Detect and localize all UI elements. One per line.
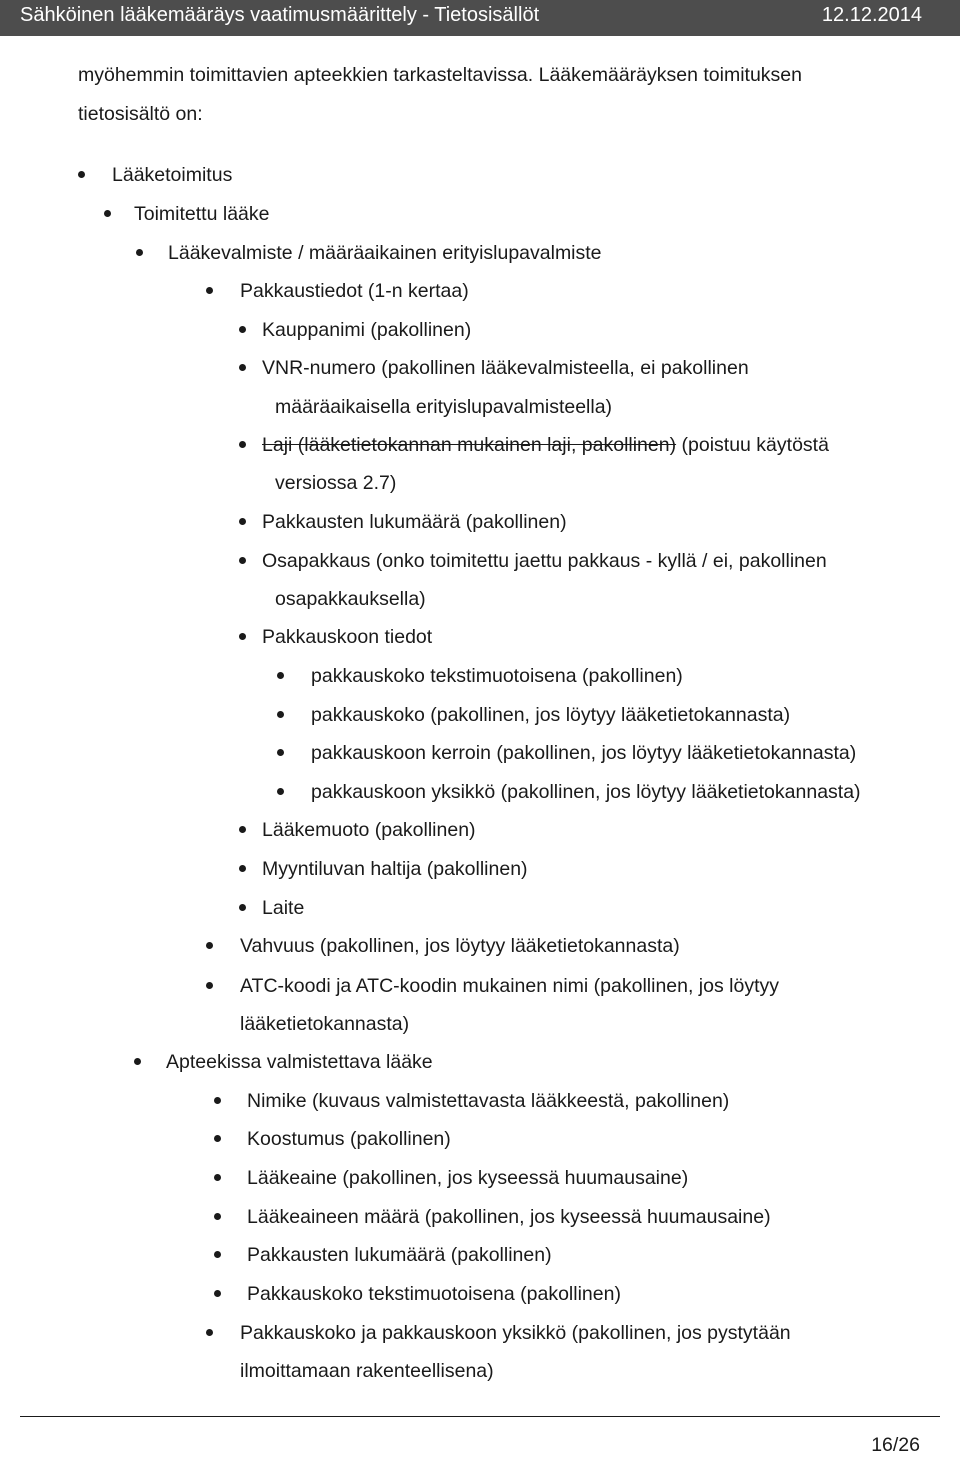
- bullet: [136, 249, 143, 256]
- list-item-kauppanimi: Kauppanimi (pakollinen): [262, 319, 472, 341]
- list-item-laakevalmiste: Lääkevalmiste / määräaikainen erityislupavalmiste: [168, 242, 602, 264]
- list-item-atc-koodi-cont: lääketietokannasta): [240, 1013, 410, 1035]
- list-item-pakkauskoon-kerroin: pakkauskoon kerroin (pakollinen, jos löytyy lääketietokannasta): [311, 742, 857, 764]
- bullet: [78, 171, 85, 178]
- struck-text: Laji (lääketietokannan mukainen laji, pakollinen): [262, 434, 677, 456]
- bullet: [239, 326, 246, 333]
- bullet: [277, 711, 284, 718]
- bullet: [239, 633, 246, 640]
- list-item-vnr-numero: VNR-numero (pakollinen lääkevalmisteella, ei pakollinen: [262, 357, 749, 379]
- bullet: [239, 364, 246, 371]
- bullet: [214, 1290, 221, 1297]
- list-item-laaketoimitus: Lääketoimitus: [112, 164, 233, 186]
- bullet: [239, 904, 246, 911]
- list-item-pakkausten-lukumaara-2: Pakkausten lukumäärä (pakollinen): [247, 1244, 552, 1266]
- footer-divider: [20, 1416, 940, 1417]
- intro-line-2: tietosisältö on:: [78, 103, 203, 125]
- list-item-laji: [262, 433, 829, 457]
- bullet: [206, 287, 213, 294]
- bullet: [277, 788, 284, 795]
- bullet: [206, 982, 213, 989]
- list-item-pakkauskoon-tiedot: Pakkauskoon tiedot: [262, 626, 433, 648]
- list-item-toimitettu-laake: Toimitettu lääke: [134, 203, 270, 225]
- bullet: [214, 1213, 221, 1220]
- list-item-pakkauskoon-yksikko: pakkauskoon yksikkö (pakollinen, jos löytyy lääketietokannasta): [311, 781, 861, 803]
- bullet: [239, 826, 246, 833]
- list-item-myyntiluvan-haltija: Myyntiluvan haltija (pakollinen): [262, 858, 528, 880]
- bullet: [104, 210, 111, 217]
- list-item-laite: Laite: [262, 897, 305, 919]
- bullet: [214, 1174, 221, 1181]
- list-item-laakemuoto: Lääkemuoto (pakollinen): [262, 819, 476, 841]
- list-item-pakkauskoko-yksikko: Pakkauskoko ja pakkauskoon yksikkö (pakollinen, jos pystytään: [240, 1322, 791, 1344]
- list-item-vahvuus: Vahvuus (pakollinen, jos löytyy lääketietokannasta): [240, 935, 680, 957]
- list-item-apteekissa-valmistettava: Apteekissa valmistettava lääke: [166, 1051, 433, 1073]
- document-title: Sähköinen lääkemääräys vaatimusmäärittely - Tietosisällöt: [20, 4, 540, 26]
- list-item-pakkausten-lukumaara: Pakkausten lukumäärä (pakollinen): [262, 511, 567, 533]
- bullet: [214, 1251, 221, 1258]
- list-item-pakkaustiedot: Pakkaustiedot (1-n kertaa): [240, 280, 469, 302]
- page-number: 16/26: [871, 1434, 920, 1456]
- bullet: [239, 441, 246, 448]
- list-item-laakeaineen-maara: Lääkeaineen määrä (pakollinen, jos kyseessä huumausaine): [247, 1206, 771, 1228]
- bullet: [277, 672, 284, 679]
- list-item-pakkauskoko-teksti: pakkauskoko tekstimuotoisena (pakollinen): [311, 665, 683, 687]
- intro-line-1: myöhemmin toimittavien apteekkien tarkasteltavissa. Lääkemääräyksen toimituksen: [78, 64, 802, 86]
- list-item-osapakkaus: Osapakkaus (onko toimitettu jaettu pakkaus - kyllä / ei, pakollinen: [262, 550, 827, 572]
- bullet: [239, 557, 246, 564]
- list-item-laji-cont: versiossa 2.7): [275, 472, 397, 494]
- bullet: [134, 1058, 141, 1065]
- bullet: [214, 1097, 221, 1104]
- list-item-vnr-numero-cont: määräaikaisella erityislupavalmisteella): [275, 396, 613, 418]
- list-item-pakkauskoko-yksikko-cont: ilmoittamaan rakenteellisena): [240, 1360, 494, 1382]
- bullet: [239, 518, 246, 525]
- list-item-laakeaine: Lääkeaine (pakollinen, jos kyseessä huumausaine): [247, 1167, 689, 1189]
- list-item-atc-koodi: ATC-koodi ja ATC-koodin mukainen nimi (pakollinen, jos löytyy: [240, 975, 780, 997]
- list-item-laji-note: (poistuu käytöstä: [676, 434, 829, 456]
- bullet: [239, 865, 246, 872]
- list-item-koostumus: Koostumus (pakollinen): [247, 1128, 451, 1150]
- list-item-pakkauskoko-teksti-2: Pakkauskoko tekstimuotoisena (pakollinen): [247, 1283, 621, 1305]
- bullet: [214, 1135, 221, 1142]
- document-date: 12.12.2014: [821, 4, 922, 26]
- bullet: [206, 942, 213, 949]
- page-header: [0, 0, 960, 36]
- list-item-nimike: Nimike (kuvaus valmistettavasta lääkkeestä, pakollinen): [247, 1090, 730, 1112]
- bullet: [206, 1329, 213, 1336]
- list-item-pakkauskoko: pakkauskoko (pakollinen, jos löytyy lääketietokannasta): [311, 704, 791, 726]
- list-item-osapakkaus-cont: osapakkauksella): [275, 588, 426, 610]
- bullet: [277, 749, 284, 756]
